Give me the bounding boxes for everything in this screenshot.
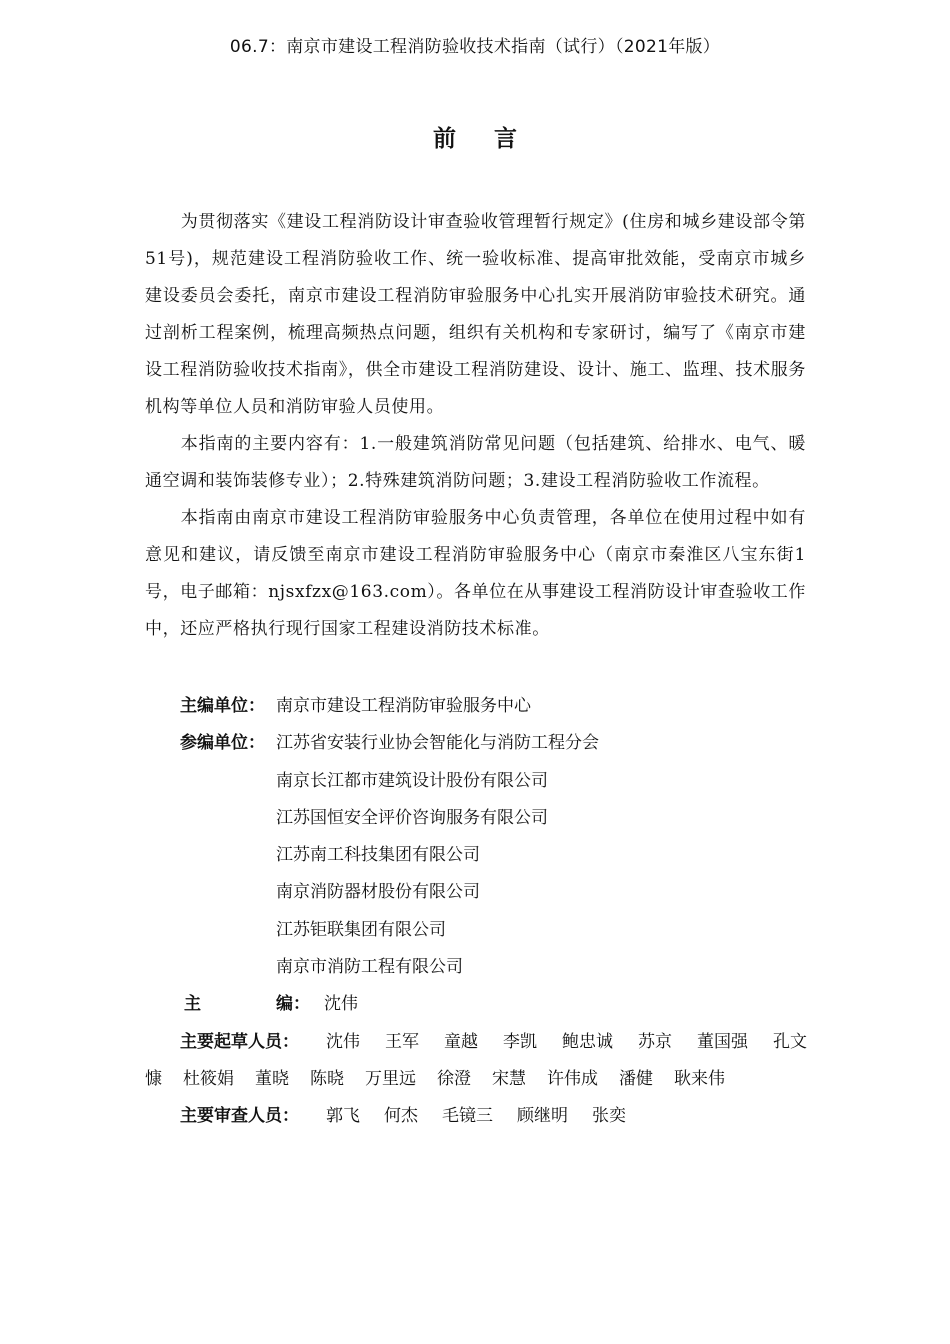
participating-unit: 江苏省安装行业协会智能化与消防工程分会 [276, 733, 599, 754]
drafter-name: 许伟成 [547, 1068, 598, 1089]
chief-unit: 南京市建设工程消防审验服务中心 [276, 696, 531, 716]
drafter-name: 杜筱娟 [183, 1068, 234, 1089]
reviewer-name: 顾继明 [517, 1106, 568, 1127]
credits-section [145, 688, 810, 1136]
chief-editor: 沈伟 [324, 994, 358, 1015]
reviewers-list [326, 1098, 650, 1135]
drafter-name: 宋慧 [492, 1068, 526, 1089]
drafter-name: 苏京 [638, 1031, 672, 1052]
drafter-name: 董晓 [255, 1068, 289, 1089]
reviewers-row [180, 1098, 810, 1135]
preface-body [145, 204, 806, 648]
drafter-name: 李凯 [503, 1031, 537, 1052]
participating-unit: 江苏国恒安全评价咨询服务有限公司 [276, 807, 548, 828]
participating-unit-row [180, 725, 810, 762]
reviewer-name: 毛镜三 [442, 1106, 493, 1127]
paragraph-management: 本指南由南京市建设工程消防审验服务中心负责管理，各单位在使用过程中如有意见和建议，请反馈至南京市建设工程消防审验服务中心（南京市秦淮区八宝东街1号，电子邮箱：njsxfzx@163.com）。各单位在从事建设工程消防设计审查验收工作中，还应严格执行现行国家工程建设消防技术标准。 [145, 508, 806, 639]
drafter-name: 万里远 [365, 1068, 416, 1089]
page-title: 前言 [433, 126, 555, 152]
participating-unit-list [180, 763, 810, 987]
chief-unit-label: 主编单位： [180, 696, 265, 716]
chief-editor-row [180, 986, 810, 1023]
participating-unit: 江苏南工科技集团有限公司 [276, 845, 480, 866]
drafter-name: 鲍忠诚 [562, 1031, 613, 1052]
drafter-name: 耿来伟 [674, 1068, 725, 1089]
participating-unit: 南京长江都市建筑设计股份有限公司 [276, 770, 548, 791]
participating-unit: 南京市消防工程有限公司 [276, 957, 463, 978]
drafters-line2 [145, 1061, 810, 1098]
drafter-name: 孔文 [773, 1031, 807, 1052]
participating-unit: 江苏钜联集团有限公司 [276, 919, 446, 940]
participating-unit-label: 参编单位： [180, 733, 265, 754]
drafter-name: 董国强 [697, 1031, 748, 1052]
paragraph-contents: 本指南的主要内容有：1.一般建筑消防常见问题（包括建筑、给排水、电气、暖通空调和装饰装修专业）；2.特殊建筑消防问题；3.建设工程消防验收工作流程。 [145, 434, 806, 491]
drafter-name: 慷 [145, 1068, 162, 1089]
chief-editor-label-a: 主 [184, 994, 201, 1015]
reviewer-name: 张奕 [592, 1106, 626, 1127]
reviewers-label: 主要审查人员： [180, 1106, 299, 1127]
running-header: 06.7：南京市建设工程消防验收技术指南（试行）（2021年版） [229, 37, 721, 57]
drafter-name: 沈伟 [326, 1031, 360, 1052]
participating-unit: 南京消防器材股份有限公司 [276, 882, 480, 903]
chief-unit-row [180, 688, 810, 725]
drafters-line1 [326, 1024, 807, 1061]
chief-editor-label-b: 编： [276, 994, 310, 1015]
drafters-label: 主要起草人员： [180, 1031, 299, 1052]
drafter-name: 陈晓 [310, 1068, 344, 1089]
paragraph-purpose: 为贯彻落实《建设工程消防设计审查验收管理暂行规定》(住房和城乡建设部令第51号)，规范建设工程消防验收工作、统一验收标准、提高审批效能，受南京市城乡建设委员会委托，南京市建设工程消防审验服务中心扎实开展消防审验技术研究。通过剖析工程案例，梳理高频热点问题，组织有关机构和专家研讨，编写了《南京市建设工程消防验收技术指南》，供全市建设工程消防建设、设计、施工、监理、技术服务机构等单位人员和消防审验人员使用。 [145, 212, 806, 417]
drafter-name: 潘健 [619, 1068, 653, 1089]
drafter-name: 童越 [444, 1031, 478, 1052]
drafter-name: 王军 [385, 1031, 419, 1052]
drafter-name: 徐澄 [437, 1068, 471, 1089]
reviewer-name: 何杰 [384, 1106, 418, 1127]
reviewer-name: 郭飞 [326, 1106, 360, 1127]
drafters-row [180, 1024, 810, 1061]
